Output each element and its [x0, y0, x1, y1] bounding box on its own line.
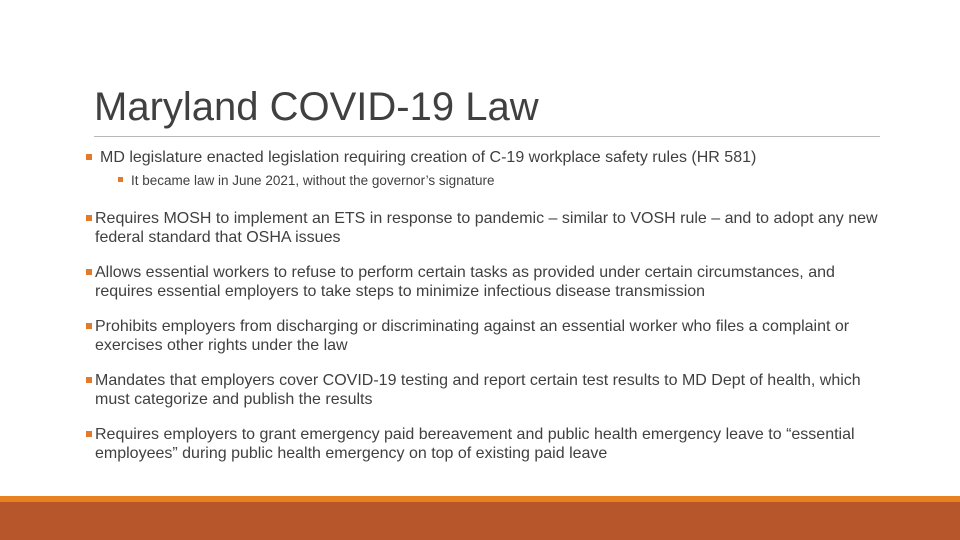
footer-bar [0, 502, 960, 540]
bullet-item [86, 317, 886, 356]
bullet-item [86, 263, 886, 302]
square-bullet-icon [86, 269, 92, 275]
square-bullet-icon [118, 177, 123, 182]
bullet-text: Requires employers to grant emergency paid bereavement and public health emergency leave to “essential employees” during public health emergency on top of existing paid leave [95, 425, 855, 462]
bullet-item [86, 209, 886, 248]
sub-bullet-item [118, 172, 886, 189]
square-bullet-icon [86, 377, 92, 383]
bullet-text: Allows essential workers to refuse to perform certain tasks as provided under certain circumstances, and requires essential employers to take steps to minimize infectious disease transmission [95, 263, 835, 300]
bullet-text: Requires MOSH to implement an ETS in response to pandemic – similar to VOSH rule – and to adopt any new federal standard that OSHA issues [95, 209, 878, 246]
slide-title: Maryland COVID-19 Law [94, 85, 539, 129]
square-bullet-icon [86, 154, 92, 160]
square-bullet-icon [86, 323, 92, 329]
bullet-text: Prohibits employers from discharging or discriminating against an essential worker who files a complaint or exercises other rights under the law [95, 317, 850, 354]
bullet-list [86, 148, 886, 464]
bullet-text: Mandates that employers cover COVID-19 testing and report certain test results to MD Dept of health, which must categorize and publish the results [95, 371, 861, 408]
square-bullet-icon [86, 215, 92, 221]
sub-bullet-text: It became law in June 2021, without the governor’s signature [131, 172, 495, 188]
bullet-item [86, 148, 886, 168]
title-divider [94, 136, 880, 137]
bullet-item [86, 425, 886, 464]
bullet-text: MD legislature enacted legislation requiring creation of C-19 workplace safety rules (HR 581) [100, 149, 757, 166]
square-bullet-icon [86, 431, 92, 437]
bullet-item [86, 371, 886, 410]
